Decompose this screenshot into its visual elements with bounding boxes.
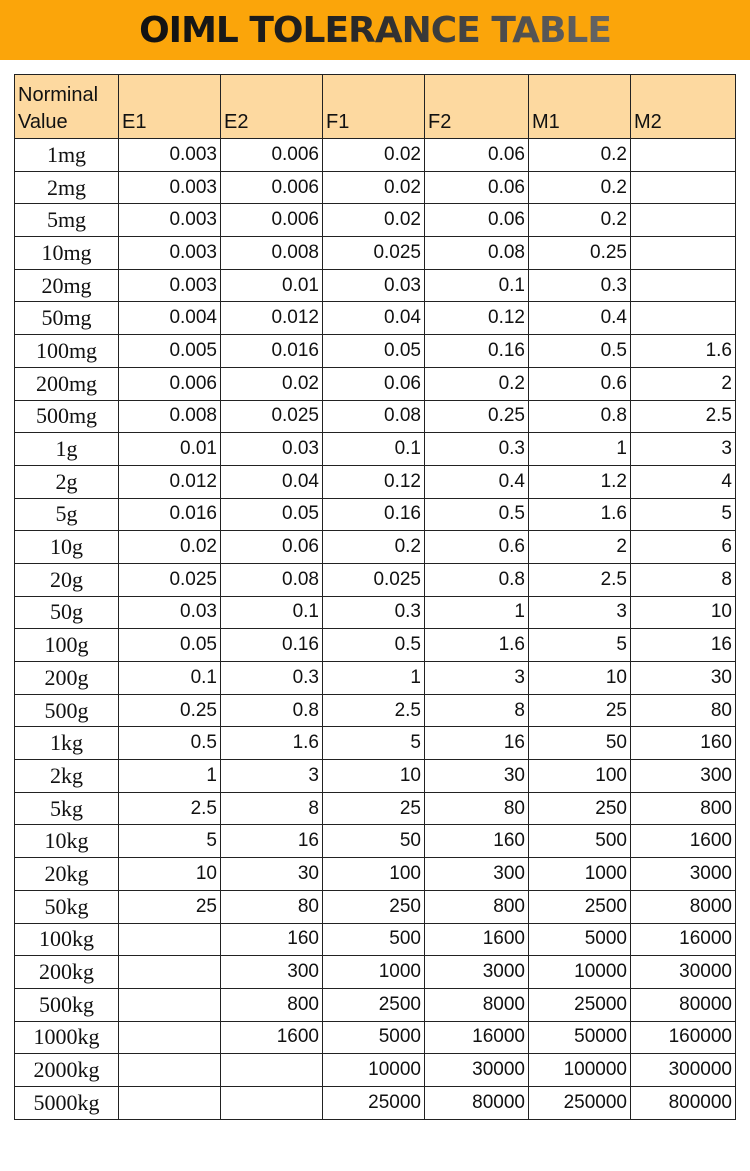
tolerance-cell-f2: 3000 xyxy=(425,956,529,989)
table-row xyxy=(15,956,736,989)
tolerance-cell-m1: 500 xyxy=(529,825,631,858)
tolerance-cell-f1: 25 xyxy=(323,792,425,825)
nominal-value-cell: 500mg xyxy=(15,400,119,433)
table-row xyxy=(15,694,736,727)
tolerance-cell-m2: 80 xyxy=(631,694,736,727)
table-row xyxy=(15,596,736,629)
tolerance-cell-e2: 0.008 xyxy=(221,237,323,270)
tolerance-cell-m1: 50000 xyxy=(529,1021,631,1054)
tolerance-cell-f2: 0.08 xyxy=(425,237,529,270)
tolerance-cell-f1: 0.03 xyxy=(323,269,425,302)
nominal-value-cell: 1000kg xyxy=(15,1021,119,1054)
tolerance-cell-e2 xyxy=(221,1086,323,1119)
tolerance-cell-f1: 10000 xyxy=(323,1054,425,1087)
tolerance-cell-f1: 0.2 xyxy=(323,531,425,564)
tolerance-cell-m2 xyxy=(631,171,736,204)
tolerance-cell-f1: 0.12 xyxy=(323,465,425,498)
table-row xyxy=(15,662,736,695)
tolerance-cell-f2: 80000 xyxy=(425,1086,529,1119)
tolerance-cell-e2: 8 xyxy=(221,792,323,825)
tolerance-cell-m1: 1.6 xyxy=(529,498,631,531)
tolerance-cell-m2: 1.6 xyxy=(631,335,736,368)
tolerance-cell-m1: 1.2 xyxy=(529,465,631,498)
column-header-m1: M1 xyxy=(529,75,631,139)
nominal-value-cell: 2g xyxy=(15,465,119,498)
table-row xyxy=(15,269,736,302)
nominal-value-cell: 2mg xyxy=(15,171,119,204)
tolerance-cell-m1: 10 xyxy=(529,662,631,695)
tolerance-cell-e1: 0.003 xyxy=(119,269,221,302)
tolerance-cell-f1: 5000 xyxy=(323,1021,425,1054)
nominal-value-cell: 1kg xyxy=(15,727,119,760)
tolerance-cell-f2: 30000 xyxy=(425,1054,529,1087)
tolerance-cell-m1: 0.2 xyxy=(529,171,631,204)
tolerance-cell-m2: 2 xyxy=(631,367,736,400)
tolerance-cell-f2: 0.2 xyxy=(425,367,529,400)
tolerance-cell-f1: 0.05 xyxy=(323,335,425,368)
tolerance-cell-e2: 3 xyxy=(221,760,323,793)
tolerance-cell-e2: 0.006 xyxy=(221,204,323,237)
tolerance-cell-m1: 5000 xyxy=(529,923,631,956)
tolerance-cell-m1: 250000 xyxy=(529,1086,631,1119)
tolerance-cell-m1: 0.5 xyxy=(529,335,631,368)
tolerance-cell-e1: 0.004 xyxy=(119,302,221,335)
tolerance-cell-m1: 10000 xyxy=(529,956,631,989)
tolerance-cell-m1: 0.2 xyxy=(529,204,631,237)
tolerance-cell-f2: 1600 xyxy=(425,923,529,956)
tolerance-cell-f2: 0.3 xyxy=(425,433,529,466)
tolerance-cell-f1: 50 xyxy=(323,825,425,858)
tolerance-cell-f2: 8 xyxy=(425,694,529,727)
tolerance-cell-f2: 800 xyxy=(425,890,529,923)
tolerance-cell-m2: 10 xyxy=(631,596,736,629)
tolerance-cell-e1: 10 xyxy=(119,858,221,891)
tolerance-cell-e1: 0.5 xyxy=(119,727,221,760)
table-row xyxy=(15,465,736,498)
tolerance-cell-f2: 1 xyxy=(425,596,529,629)
tolerance-cell-f1: 0.02 xyxy=(323,139,425,172)
tolerance-cell-e2: 0.08 xyxy=(221,563,323,596)
tolerance-cell-e2: 1600 xyxy=(221,1021,323,1054)
table-row xyxy=(15,858,736,891)
table-row xyxy=(15,629,736,662)
tolerance-cell-f1: 250 xyxy=(323,890,425,923)
tolerance-cell-m1: 0.6 xyxy=(529,367,631,400)
table-row xyxy=(15,171,736,204)
tolerance-cell-f1: 0.5 xyxy=(323,629,425,662)
tolerance-cell-m2 xyxy=(631,237,736,270)
tolerance-cell-e2: 0.01 xyxy=(221,269,323,302)
tolerance-cell-m1: 100 xyxy=(529,760,631,793)
tolerance-cell-m1: 250 xyxy=(529,792,631,825)
tolerance-cell-e2: 0.06 xyxy=(221,531,323,564)
tolerance-cell-f2: 0.8 xyxy=(425,563,529,596)
tolerance-cell-e2: 0.012 xyxy=(221,302,323,335)
tolerance-cell-e2: 0.16 xyxy=(221,629,323,662)
tolerance-cell-e1: 0.003 xyxy=(119,204,221,237)
table-row xyxy=(15,923,736,956)
tolerance-cell-e2: 0.006 xyxy=(221,139,323,172)
table-row xyxy=(15,204,736,237)
tolerance-cell-e2: 0.1 xyxy=(221,596,323,629)
tolerance-cell-e1: 0.016 xyxy=(119,498,221,531)
tolerance-cell-e2: 0.006 xyxy=(221,171,323,204)
tolerance-cell-e2: 30 xyxy=(221,858,323,891)
tolerance-cell-e2: 0.04 xyxy=(221,465,323,498)
tolerance-cell-m2: 16000 xyxy=(631,923,736,956)
tolerance-cell-f1: 0.1 xyxy=(323,433,425,466)
tolerance-cell-m2: 800000 xyxy=(631,1086,736,1119)
tolerance-cell-f2: 16000 xyxy=(425,1021,529,1054)
table-row xyxy=(15,433,736,466)
tolerance-cell-e2: 16 xyxy=(221,825,323,858)
tolerance-cell-e2: 0.8 xyxy=(221,694,323,727)
table-row xyxy=(15,760,736,793)
tolerance-cell-e1: 0.003 xyxy=(119,171,221,204)
tolerance-cell-f2: 0.06 xyxy=(425,204,529,237)
tolerance-cell-m1: 50 xyxy=(529,727,631,760)
tolerance-cell-m2 xyxy=(631,204,736,237)
nominal-value-cell: 2kg xyxy=(15,760,119,793)
nominal-value-cell: 50g xyxy=(15,596,119,629)
tolerance-cell-e2: 0.03 xyxy=(221,433,323,466)
tolerance-cell-m2: 8 xyxy=(631,563,736,596)
tolerance-cell-f1: 0.025 xyxy=(323,237,425,270)
tolerance-cell-m2: 4 xyxy=(631,465,736,498)
tolerance-cell-f2: 0.06 xyxy=(425,171,529,204)
tolerance-cell-f1: 0.16 xyxy=(323,498,425,531)
tolerance-cell-m2: 30000 xyxy=(631,956,736,989)
column-header-e1: E1 xyxy=(119,75,221,139)
tolerance-cell-e1: 0.008 xyxy=(119,400,221,433)
tolerance-cell-e1 xyxy=(119,1054,221,1087)
tolerance-cell-m1: 0.8 xyxy=(529,400,631,433)
table-row xyxy=(15,988,736,1021)
tolerance-cell-m2 xyxy=(631,139,736,172)
tolerance-cell-e1: 0.012 xyxy=(119,465,221,498)
tolerance-cell-f1: 0.08 xyxy=(323,400,425,433)
tolerance-cell-e1 xyxy=(119,1021,221,1054)
tolerance-cell-e1: 0.003 xyxy=(119,237,221,270)
tolerance-cell-f2: 0.6 xyxy=(425,531,529,564)
table-row xyxy=(15,139,736,172)
tolerance-cell-m2: 8000 xyxy=(631,890,736,923)
tolerance-cell-m1: 1 xyxy=(529,433,631,466)
tolerance-cell-f2: 0.1 xyxy=(425,269,529,302)
tolerance-cell-m1: 3 xyxy=(529,596,631,629)
tolerance-cell-f1: 1 xyxy=(323,662,425,695)
tolerance-cell-f2: 300 xyxy=(425,858,529,891)
tolerance-cell-f2: 0.12 xyxy=(425,302,529,335)
tolerance-cell-m2: 300000 xyxy=(631,1054,736,1087)
nominal-value-cell: 100mg xyxy=(15,335,119,368)
tolerance-cell-e1: 0.025 xyxy=(119,563,221,596)
table-row xyxy=(15,890,736,923)
column-header-nominal-value: Norminal Value xyxy=(15,75,119,139)
tolerance-cell-e2: 0.016 xyxy=(221,335,323,368)
tolerance-cell-m2: 1600 xyxy=(631,825,736,858)
tolerance-cell-e2: 300 xyxy=(221,956,323,989)
tolerance-cell-f1: 500 xyxy=(323,923,425,956)
tolerance-cell-f1: 0.04 xyxy=(323,302,425,335)
tolerance-cell-m1: 2.5 xyxy=(529,563,631,596)
tolerance-cell-f1: 0.02 xyxy=(323,204,425,237)
tolerance-cell-e2: 1.6 xyxy=(221,727,323,760)
tolerance-cell-f2: 0.16 xyxy=(425,335,529,368)
tolerance-cell-e1: 2.5 xyxy=(119,792,221,825)
tolerance-cell-e2: 0.05 xyxy=(221,498,323,531)
tolerance-cell-e1 xyxy=(119,956,221,989)
tolerance-cell-e1: 1 xyxy=(119,760,221,793)
table-row xyxy=(15,825,736,858)
tolerance-cell-m2: 30 xyxy=(631,662,736,695)
tolerance-cell-m2: 3000 xyxy=(631,858,736,891)
tolerance-cell-f2: 8000 xyxy=(425,988,529,1021)
tolerance-cell-e1: 0.02 xyxy=(119,531,221,564)
nominal-value-cell: 20g xyxy=(15,563,119,596)
nominal-value-cell: 20kg xyxy=(15,858,119,891)
title-banner xyxy=(0,0,750,60)
nominal-value-cell: 500g xyxy=(15,694,119,727)
table-row xyxy=(15,1054,736,1087)
nominal-value-cell: 100kg xyxy=(15,923,119,956)
tolerance-cell-e2: 0.025 xyxy=(221,400,323,433)
table-row xyxy=(15,792,736,825)
column-header-m2: M2 xyxy=(631,75,736,139)
nominal-value-cell: 5kg xyxy=(15,792,119,825)
tolerance-cell-m2: 80000 xyxy=(631,988,736,1021)
column-header-f1: F1 xyxy=(323,75,425,139)
nominal-value-cell: 5mg xyxy=(15,204,119,237)
nominal-value-cell: 100g xyxy=(15,629,119,662)
tolerance-cell-m2: 3 xyxy=(631,433,736,466)
table-row xyxy=(15,1086,736,1119)
tolerance-cell-e2 xyxy=(221,1054,323,1087)
tolerance-cell-f2: 3 xyxy=(425,662,529,695)
tolerance-cell-e2: 0.3 xyxy=(221,662,323,695)
nominal-value-cell: 50kg xyxy=(15,890,119,923)
table-row xyxy=(15,237,736,270)
tolerance-cell-f2: 0.06 xyxy=(425,139,529,172)
tolerance-cell-f1: 5 xyxy=(323,727,425,760)
tolerance-cell-e1: 25 xyxy=(119,890,221,923)
column-header-e2: E2 xyxy=(221,75,323,139)
table-row xyxy=(15,1021,736,1054)
tolerance-cell-e1 xyxy=(119,923,221,956)
nominal-value-cell: 10g xyxy=(15,531,119,564)
tolerance-cell-m1: 2 xyxy=(529,531,631,564)
tolerance-cell-m2: 5 xyxy=(631,498,736,531)
tolerance-cell-m2: 800 xyxy=(631,792,736,825)
tolerance-cell-f1: 2.5 xyxy=(323,694,425,727)
tolerance-cell-e1: 0.25 xyxy=(119,694,221,727)
tolerance-cell-f2: 80 xyxy=(425,792,529,825)
nominal-value-cell: 20mg xyxy=(15,269,119,302)
nominal-value-cell: 500kg xyxy=(15,988,119,1021)
tolerance-cell-m1: 1000 xyxy=(529,858,631,891)
tolerance-cell-m2 xyxy=(631,269,736,302)
table-row xyxy=(15,727,736,760)
tolerance-cell-f1: 2500 xyxy=(323,988,425,1021)
tolerance-cell-m2: 6 xyxy=(631,531,736,564)
tolerance-cell-e1: 0.003 xyxy=(119,139,221,172)
tolerance-cell-m2: 16 xyxy=(631,629,736,662)
tolerance-cell-f2: 1.6 xyxy=(425,629,529,662)
table-row xyxy=(15,498,736,531)
tolerance-cell-m1: 0.25 xyxy=(529,237,631,270)
tolerance-cell-e1: 0.005 xyxy=(119,335,221,368)
tolerance-cell-f2: 0.4 xyxy=(425,465,529,498)
table-row xyxy=(15,335,736,368)
tolerance-cell-m2: 2.5 xyxy=(631,400,736,433)
tolerance-cell-m1: 25 xyxy=(529,694,631,727)
column-header-f2: F2 xyxy=(425,75,529,139)
tolerance-cell-e1 xyxy=(119,1086,221,1119)
tolerance-cell-e1: 0.05 xyxy=(119,629,221,662)
nominal-value-cell: 1g xyxy=(15,433,119,466)
tolerance-cell-e1: 5 xyxy=(119,825,221,858)
tolerance-cell-m1: 5 xyxy=(529,629,631,662)
tolerance-cell-m2: 160 xyxy=(631,727,736,760)
nominal-value-cell: 10kg xyxy=(15,825,119,858)
tolerance-cell-e1: 0.006 xyxy=(119,367,221,400)
tolerance-cell-m2: 300 xyxy=(631,760,736,793)
tolerance-cell-f1: 100 xyxy=(323,858,425,891)
table-row xyxy=(15,531,736,564)
tolerance-cell-f1: 0.3 xyxy=(323,596,425,629)
tolerance-cell-m1: 0.4 xyxy=(529,302,631,335)
tolerance-cell-m2: 160000 xyxy=(631,1021,736,1054)
tolerance-cell-e2: 0.02 xyxy=(221,367,323,400)
nominal-value-cell: 5g xyxy=(15,498,119,531)
tolerance-cell-m1: 0.3 xyxy=(529,269,631,302)
tolerance-cell-m2 xyxy=(631,302,736,335)
tolerance-cell-f1: 10 xyxy=(323,760,425,793)
tolerance-cell-f1: 1000 xyxy=(323,956,425,989)
nominal-value-cell: 10mg xyxy=(15,237,119,270)
page-title: OIML TOLERANCE TABLE xyxy=(139,9,611,51)
tolerance-cell-m1: 25000 xyxy=(529,988,631,1021)
tolerance-cell-f2: 160 xyxy=(425,825,529,858)
nominal-value-cell: 200mg xyxy=(15,367,119,400)
tolerance-cell-f2: 16 xyxy=(425,727,529,760)
tolerance-cell-e1: 0.1 xyxy=(119,662,221,695)
nominal-value-cell: 200kg xyxy=(15,956,119,989)
header-row xyxy=(15,75,736,139)
tolerance-cell-e2: 800 xyxy=(221,988,323,1021)
tolerance-cell-e1: 0.03 xyxy=(119,596,221,629)
tolerance-cell-f1: 25000 xyxy=(323,1086,425,1119)
tolerance-cell-e1: 0.01 xyxy=(119,433,221,466)
nominal-value-cell: 1mg xyxy=(15,139,119,172)
tolerance-cell-f1: 0.025 xyxy=(323,563,425,596)
tolerance-cell-m1: 100000 xyxy=(529,1054,631,1087)
tolerance-cell-m1: 2500 xyxy=(529,890,631,923)
tolerance-table xyxy=(14,74,736,1120)
table-row xyxy=(15,302,736,335)
tolerance-cell-e2: 80 xyxy=(221,890,323,923)
tolerance-cell-e2: 160 xyxy=(221,923,323,956)
tolerance-cell-e1 xyxy=(119,988,221,1021)
table-row xyxy=(15,367,736,400)
tolerance-cell-m1: 0.2 xyxy=(529,139,631,172)
table-row xyxy=(15,563,736,596)
tolerance-cell-f2: 0.5 xyxy=(425,498,529,531)
nominal-value-cell: 2000kg xyxy=(15,1054,119,1087)
nominal-value-cell: 5000kg xyxy=(15,1086,119,1119)
tolerance-cell-f2: 0.25 xyxy=(425,400,529,433)
tolerance-cell-f1: 0.06 xyxy=(323,367,425,400)
tolerance-cell-f2: 30 xyxy=(425,760,529,793)
table-row xyxy=(15,400,736,433)
nominal-value-cell: 200g xyxy=(15,662,119,695)
nominal-value-cell: 50mg xyxy=(15,302,119,335)
tolerance-cell-f1: 0.02 xyxy=(323,171,425,204)
